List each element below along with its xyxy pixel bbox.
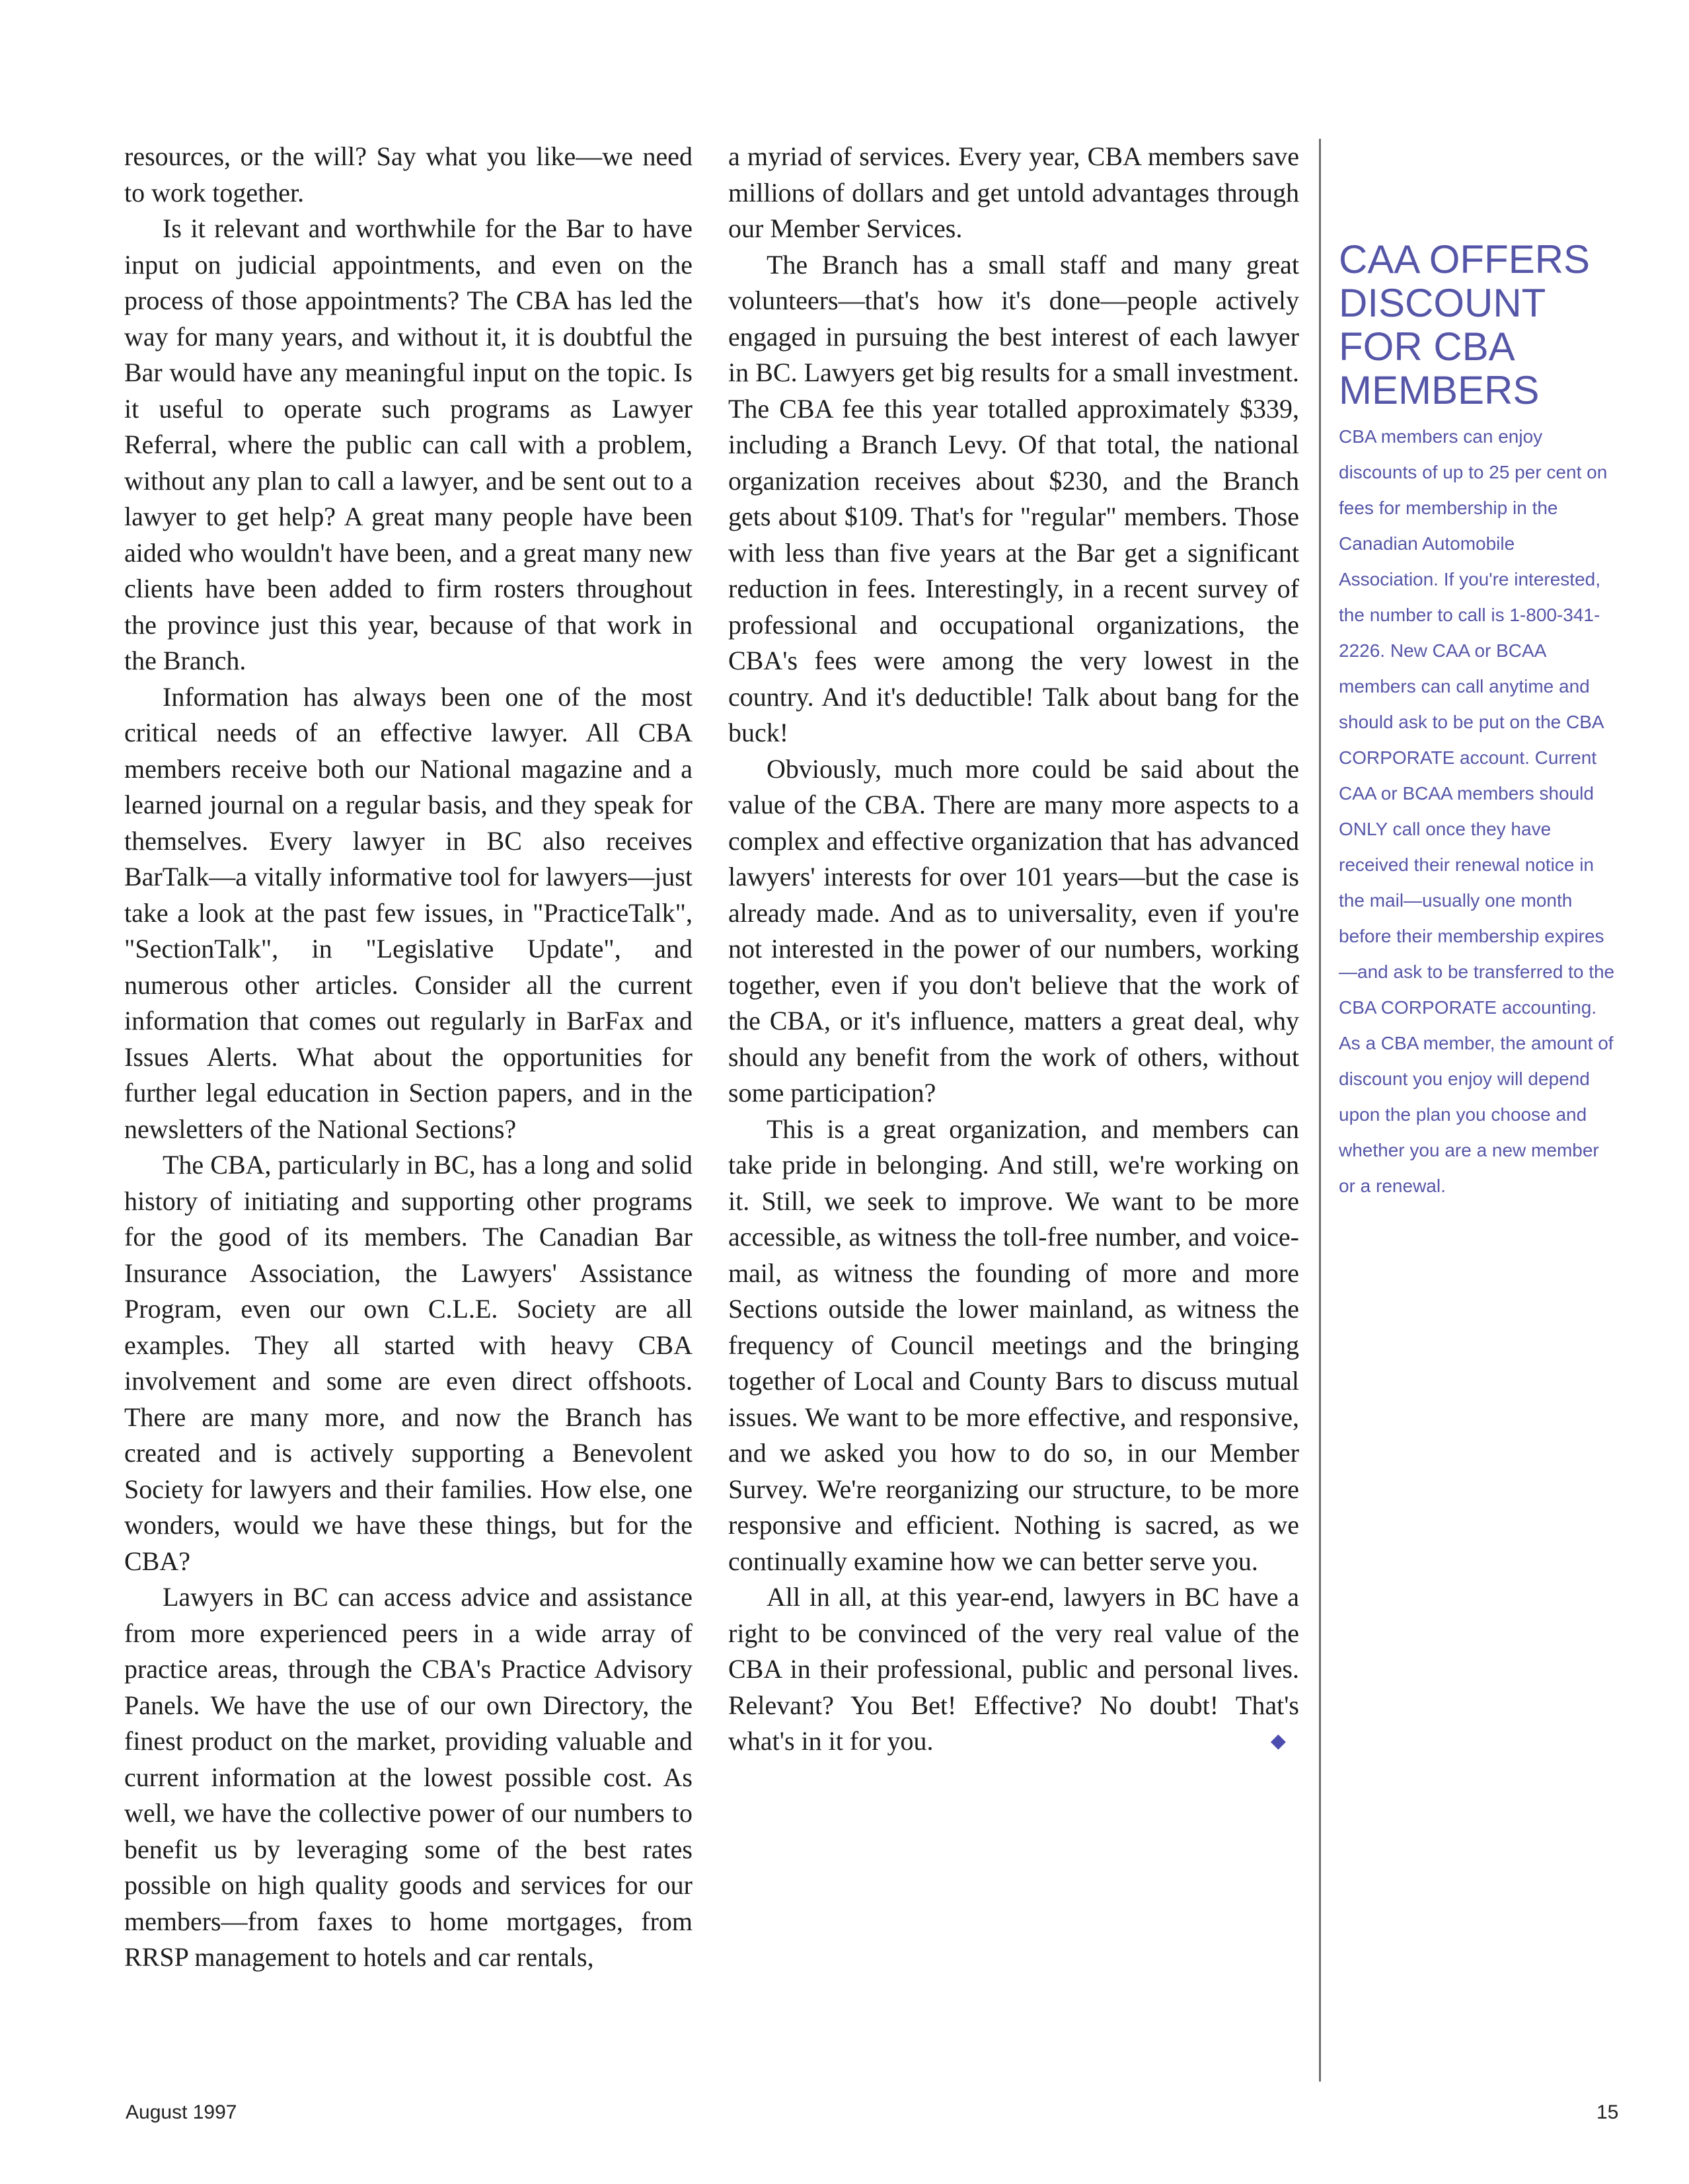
article-column-right: [728, 139, 1299, 1760]
paragraph: a myriad of services. Every year, CBA members save millions of dollars and get untold advantages through our Member Services.: [728, 141, 1299, 243]
column-divider: [1319, 139, 1321, 2082]
closing-text: All in all, at this year-end, lawyers in BC have a right to be convinced of the very real value of the CBA in their professional, public and personal lives. Relevant? You Bet! Effective? No doubt! That's what's in it for you.: [728, 1582, 1299, 1756]
paragraph: The Branch has a small staff and many great volunteers—that's how it's done—people actively engaged in pursuing the best interest of each lawyer in BC. Lawyers get big results for a small investment. The CBA fee this year totalled approximately $339, including a Branch Levy. Of that total, the national organization receives about $230, and the Branch gets about $109. That's for "regular" members. Those with less than five years at the Bar get a significant reduction in fees. Interestingly, in a recent survey of professional and occupational organizations, the CBA's fees were among the very lowest in the country. And it's deductible! Talk about bang for the buck!: [728, 249, 1299, 747]
paragraph: Lawyers in BC can access advice and assistance from more experienced peers in a wide array of practice areas, through the CBA's Practice Advisory Panels. We have the use of our own Directory, the finest product on the market, providing valuable and current information at the lowest possible cost. As well, we have the collective power of our numbers to benefit us by leveraging some of the best rates possible on high quality goods and services for our members—from faxes to home mortgages, from RRSP management to hotels and car rentals,: [124, 1582, 693, 1972]
paragraph: [728, 1579, 1299, 1760]
sidebar-paragraph: CBA members can enjoy discounts of up to 25 per cent on fees for membership in the Canadian Automobile Association. If you're interested, the number to call is 1-800-341-2226. New CAA or BCAA members can call anytime and should ask to be put on the CBA CORPORATE account. Current CAA or BCAA members should ONLY call once they have received their renewal notice in the mail—usually one month before their membership expires—and ask to be transferred to the CBA CORPORATE accounting.: [1339, 426, 1615, 1018]
footer-date: August 1997: [126, 2101, 237, 2123]
paragraph: Obviously, much more could be said about the value of the CBA. There are many more aspects to a complex and effective organization that has advanced lawyers' interests for over 101 years—but the case is already made. And as to universality, even if you're not interested in the power of our numbers, working together, even if you don't believe that the work of the CBA, or it's influence, matters a great deal, why should any benefit from the work of others, without some participation?: [728, 753, 1299, 1108]
paragraph: This is a great organization, and members can take pride in belonging. And still, we're working on it. Still, we seek to improve. We want to be more accessible, as witness the toll-free number, and voice-mail, as witness the founding of more and more Sections outside the lower mainland, as witness the frequency of Council meetings and the bringing together of Local and County Bars to discuss mutual issues. We want to be more effective, and responsive, and we asked you how to do so, in our Member Survey. We're reorganizing our structure, to be more responsive and efficient. Nothing is sacred, as we continually examine how we can better serve you.: [728, 1113, 1299, 1576]
article-column-left: [124, 139, 693, 1976]
page-number: 15: [1596, 2101, 1619, 2123]
paragraph: Information has always been one of the most critical needs of an effective lawyer. All CBA members receive both our National magazine and a learned journal on a regular basis, and they speak for themselves. Every lawyer in BC also receives BarTalk—a vitally informative tool for lawyers—just take a look at the past few issues, in "PracticeTalk", "SectionTalk", in "Legislative Update", and numerous other articles. Consider all the current information that comes out regularly in BarFax and Issues Alerts. What about the opportunities for further legal education in Section papers, and in the newsletters of the National Sections?: [124, 681, 693, 1144]
sidebar-heading: CAA OFFERS DISCOUNT FOR CBA MEMBERS: [1339, 237, 1591, 412]
paragraph: Is it relevant and worthwhile for the Bar to have input on judicial appointments, and even on the process of those appointments? The CBA has led the way for many years, and without it, it is doubtful the Bar would have any meaningful input on the topic. Is it useful to operate such programs as Lawyer Referral, where the public can call with a problem, without any plan to call a lawyer, and be sent out to a lawyer to get help? A great many people have been aided who wouldn't have been, and a great many new clients have been added to firm rosters throughout the province just this year, because of that work in the Branch.: [124, 213, 693, 675]
sidebar-paragraph: As a CBA member, the amount of discount you enjoy will depend upon the plan you choose and whether you are a new member or a renewal.: [1339, 1033, 1614, 1196]
paragraph: resources, or the will? Say what you like—we need to work together.: [124, 141, 693, 207]
end-diamond-icon: ◆: [1270, 1730, 1286, 1752]
sidebar-box: [1339, 238, 1616, 1204]
paragraph: The CBA, particularly in BC, has a long and solid history of initiating and supporting other programs for the good of its members. The Canadian Bar Insurance Association, the Lawyers' Assistance Program, even our own C.L.E. Society are all examples. They all started with heavy CBA involvement and some are even direct offshoots. There are many more, and now the Branch has created and is actively supporting a Benevolent Society for lawyers and their families. How else, one wonders, would we have these things, but for the CBA?: [124, 1150, 693, 1576]
